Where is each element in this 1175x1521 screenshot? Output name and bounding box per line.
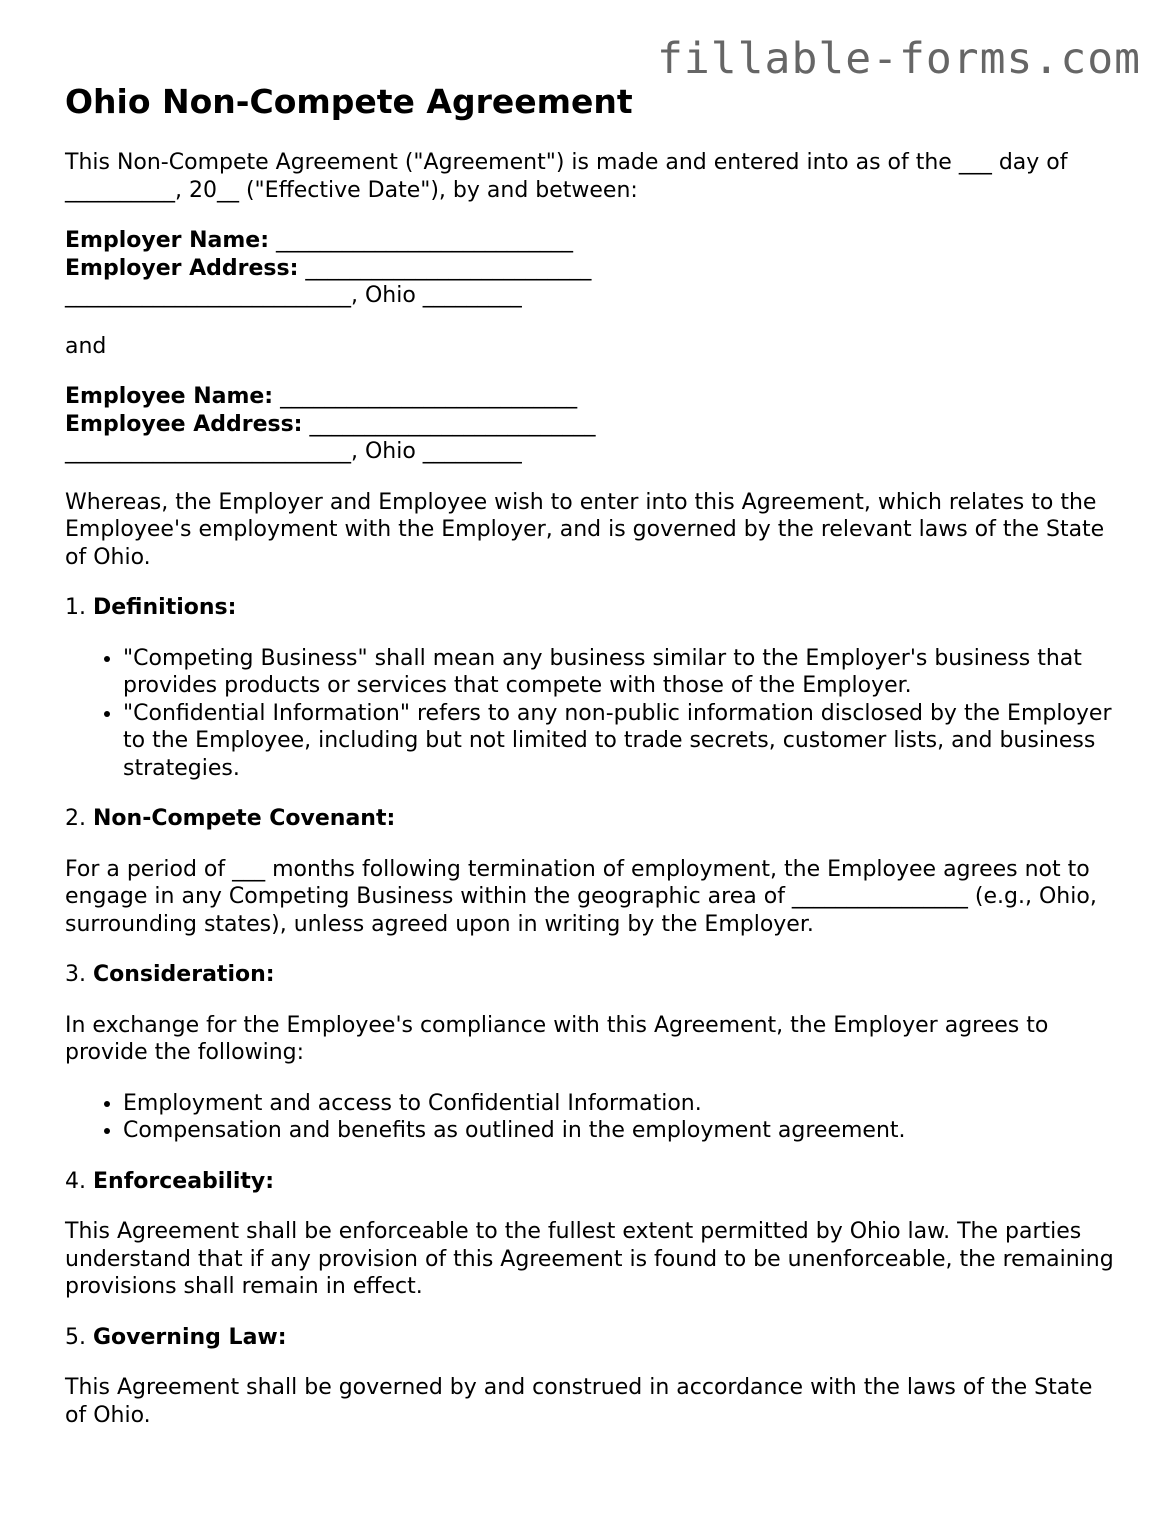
employer-address-label: Employer Address: [65, 255, 299, 281]
section-title: Governing Law: [93, 1324, 287, 1350]
section-number: 3. [65, 962, 86, 987]
section-covenant-heading [65, 805, 1120, 833]
employer-name-line [65, 227, 1120, 255]
document-title: Ohio Non-Compete Agreement [65, 82, 633, 121]
list-item: • Employment and access to Confidential Information. [123, 1090, 1120, 1118]
list-item: • "Confidential Information" refers to any non-public information disclosed by the Employer to the Employee, including but not limited to trade secrets, customer lists, and business strategies. [123, 700, 1120, 783]
consideration-list [65, 1090, 1120, 1145]
section-number: 5. [65, 1324, 86, 1350]
section-consideration-heading [65, 961, 1120, 989]
employer-city-line: __________________________, Ohio _________ [65, 283, 522, 308]
watermark: fillable-forms.com [657, 34, 1141, 84]
employee-name-blank: ___________________________ [280, 384, 578, 409]
consideration-paragraph: In exchange for the Employee's compliance with this Agreement, the Employer agrees to provide the following: [65, 1012, 1049, 1065]
employee-address-blank: __________________________ [309, 411, 596, 437]
section-title: Definitions: [93, 595, 237, 620]
list-item: • "Competing Business" shall mean any business similar to the Employer's business that provides products or services that compete with those of the Employer. [123, 645, 1120, 700]
whereas-paragraph: Whereas, the Employer and Employee wish to enter into this Agreement, which relates to the Employee's employment with the Employer, and is governed by the relevant laws of the State of Ohio. [65, 489, 1105, 570]
employer-address-blank: __________________________ [305, 255, 592, 281]
employee-block [65, 383, 1120, 466]
section-title: Consideration: [93, 962, 275, 987]
document-body [65, 82, 1120, 1452]
intro-paragraph: This Non-Compete Agreement ("Agreement") is made and entered into as of the ___ day of __________, 20__ ("Effective Date"), by and between: [65, 150, 1068, 203]
employer-name-blank: ___________________________ [276, 228, 574, 253]
and-text: and [65, 333, 107, 359]
section-number: 4. [65, 1168, 86, 1194]
enforceability-paragraph: This Agreement shall be enforceable to the fullest extent permitted by Ohio law. The parties understand that if any provision of this Agreement is found to be unenforceable, the remaining provisions shall remain in effect. [65, 1219, 1114, 1299]
section-title: Enforceability: [93, 1168, 275, 1194]
section-enforceability-heading [65, 1168, 1120, 1196]
governing-law-paragraph: This Agreement shall be governed by and construed in accordance with the laws of the State of Ohio. [65, 1375, 1093, 1428]
list-item: • Compensation and benefits as outlined in the employment agreement. [123, 1117, 1120, 1145]
section-title: Non-Compete Covenant: [93, 806, 396, 831]
employer-address-line [65, 255, 1120, 283]
employer-block [65, 227, 1120, 310]
section-number: 2. [65, 806, 86, 831]
employee-address-label: Employee Address: [65, 411, 303, 437]
employer-name-label: Employer Name: [65, 228, 270, 253]
section-governing-law-heading [65, 1324, 1120, 1352]
employee-name-label: Employee Name: [65, 384, 274, 409]
employee-address-line [65, 411, 1120, 439]
covenant-paragraph: For a period of ___ months following termination of employment, the Employee agrees not to engage in any Competing Business within the geographic area of ________________ (e.g., Ohio, surrounding states), unless agreed upon in writing by the Employer. [65, 856, 1097, 937]
employee-name-line [65, 383, 1120, 411]
section-definitions-heading [65, 594, 1120, 622]
section-number: 1. [65, 595, 86, 620]
employee-city-line: __________________________, Ohio _________ [65, 439, 522, 464]
definitions-list [65, 645, 1120, 783]
